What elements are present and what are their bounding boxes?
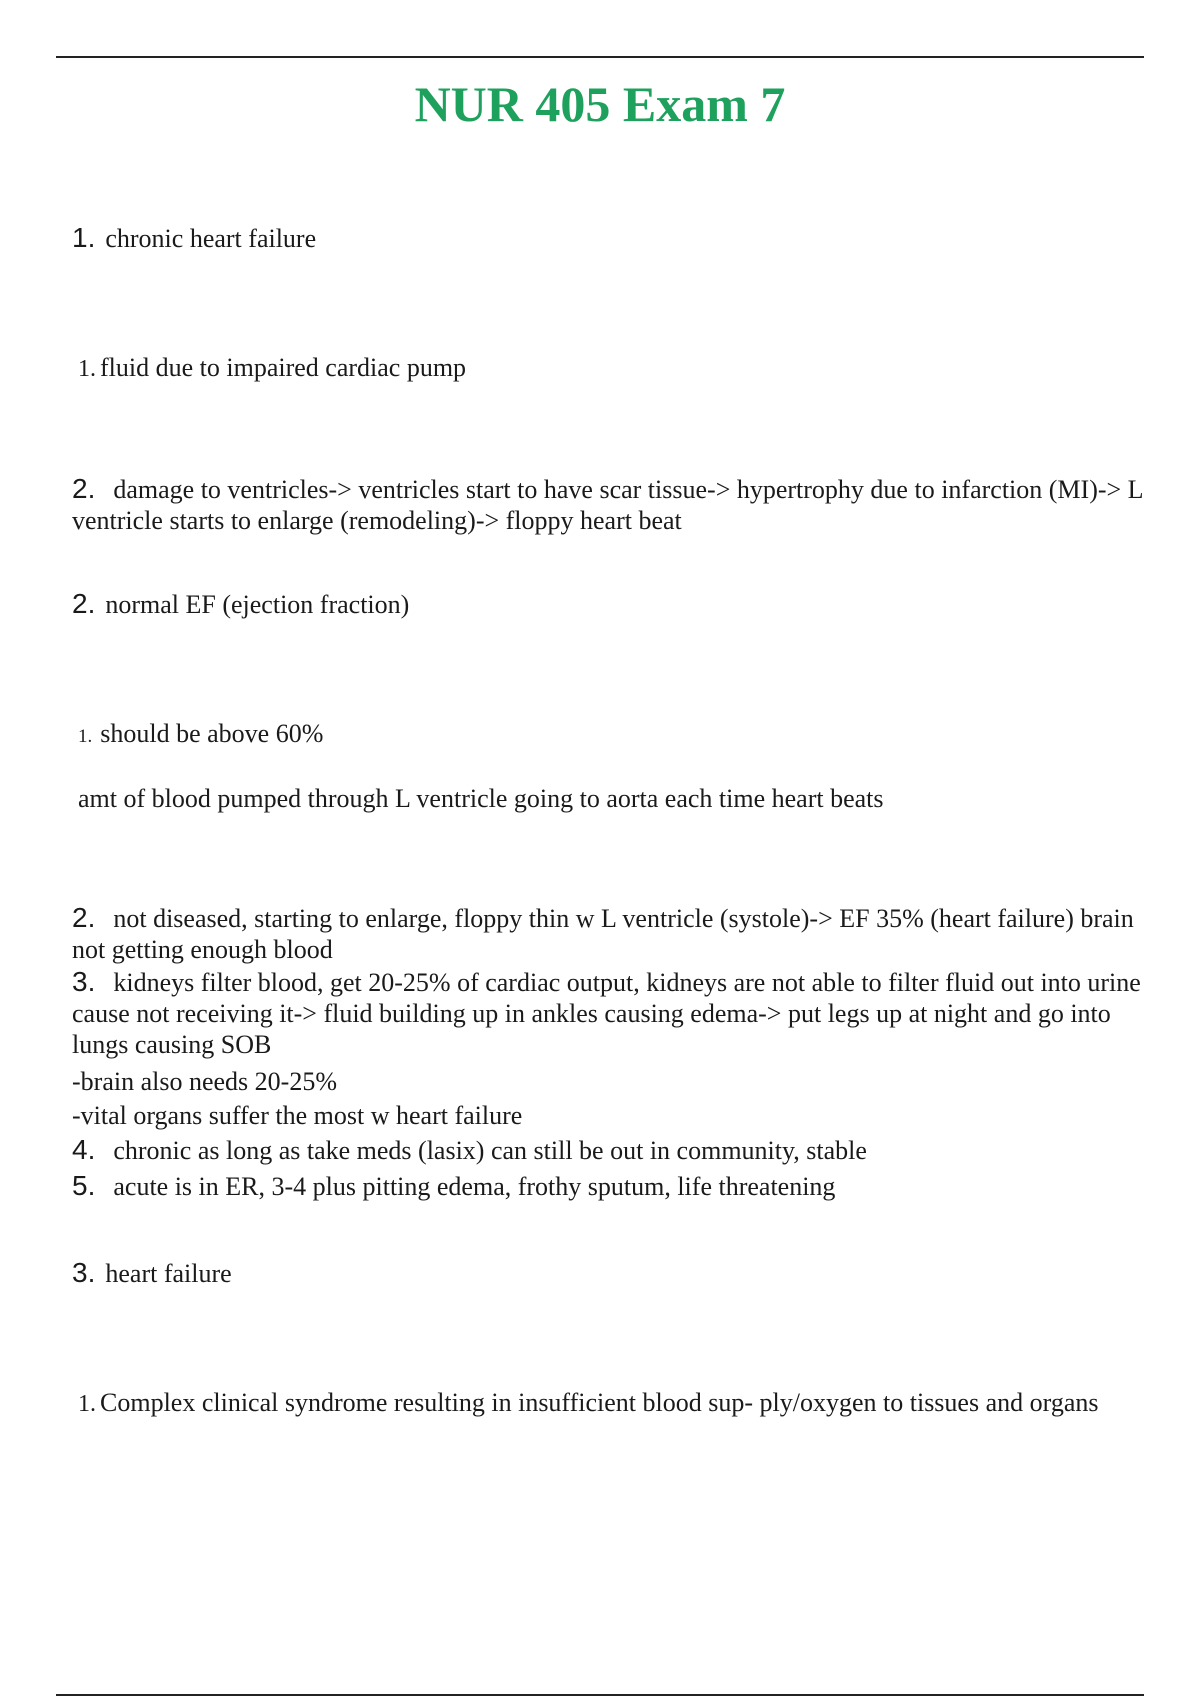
- top-rule: [56, 56, 1144, 58]
- item-text: not diseased, starting to enlarge, floppy thin w L ventricle (systole)-> EF 35% (heart failure) brain not getting enough blood: [72, 904, 1134, 964]
- item-number: 1.: [78, 726, 93, 747]
- list-item: [78, 352, 1168, 385]
- item-text: should be above 60%: [100, 719, 324, 748]
- item-text: kidneys filter blood, get 20-25% of cardiac output, kidneys are not able to filter fluid out into urine cause not receiving it-> fluid building up in ankles causing edema-> put legs up at night and go into lungs causing SOB: [72, 968, 1141, 1059]
- item-number: 3.: [72, 966, 96, 997]
- item-text: damage to ventricles-> ventricles start to have scar tissue-> hypertrophy due to infarction (MI)-> L ventricle starts to enlarge (remodeling)-> floppy heart beat: [72, 475, 1143, 535]
- item-text: acute is in ER, 3-4 plus pitting edema, frothy sputum, life threatening: [113, 1172, 836, 1201]
- item-number: 1.: [72, 222, 96, 253]
- item-text: normal EF (ejection fraction): [105, 590, 410, 619]
- item-text: chronic as long as take meds (lasix) can still be out in community, stable: [113, 1136, 867, 1165]
- item-text: -vital organs suffer the most w heart failure: [72, 1101, 523, 1130]
- list-item: [72, 902, 1162, 965]
- item-text: Complex clinical syndrome resulting in insufficient blood sup- ply/oxygen to tissues and organs: [100, 1388, 1099, 1417]
- list-item: [72, 222, 1162, 254]
- page-title: NUR 405 Exam 7: [414, 76, 786, 132]
- item-number: 1.: [78, 1391, 96, 1417]
- list-item: [72, 1257, 1162, 1289]
- list-item: [72, 1100, 1162, 1131]
- item-number: 3.: [72, 1257, 96, 1288]
- item-number: 5.: [72, 1170, 96, 1201]
- list-item: [72, 588, 1162, 620]
- item-number: 1.: [78, 356, 96, 382]
- bottom-rule: [56, 1694, 1144, 1696]
- item-number: 2.: [72, 588, 96, 619]
- item-text: heart failure: [105, 1259, 232, 1288]
- list-item: [72, 1387, 1112, 1420]
- item-text: -brain also needs 20-25%: [72, 1067, 337, 1096]
- item-text: fluid due to impaired cardiac pump: [100, 353, 467, 382]
- list-item: [72, 1170, 1162, 1202]
- list-item: [78, 783, 1168, 814]
- list-item: [72, 966, 1162, 1060]
- list-item: [72, 1066, 1162, 1097]
- item-text: chronic heart failure: [105, 224, 317, 253]
- item-number: 4.: [72, 1134, 96, 1165]
- item-text: amt of blood pumped through L ventricle going to aorta each time heart beats: [78, 784, 884, 813]
- list-item: [78, 718, 1168, 752]
- item-number: 2.: [72, 902, 96, 933]
- list-item: [72, 1134, 1162, 1166]
- item-number: 2.: [72, 473, 96, 504]
- list-item: [72, 473, 1162, 536]
